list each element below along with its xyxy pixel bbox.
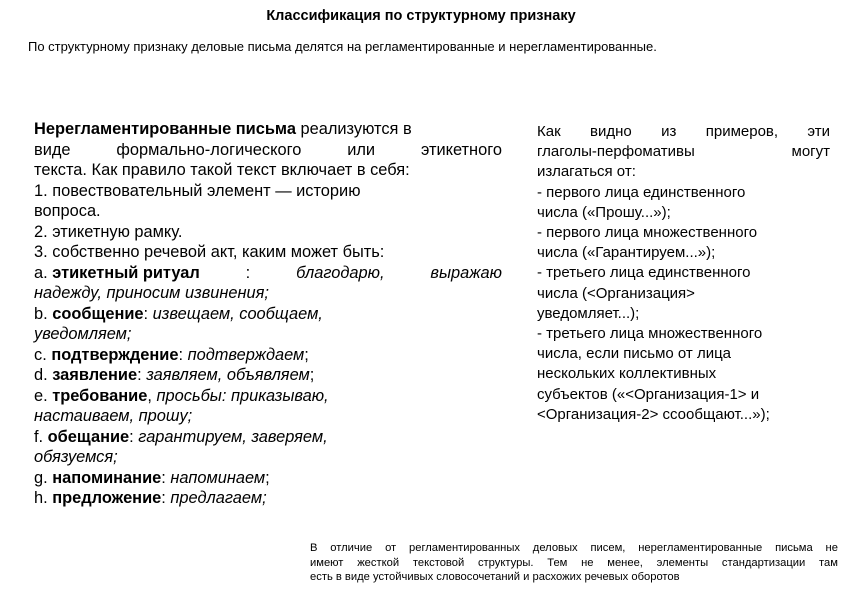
item-term: этикетный ритуал <box>52 263 200 282</box>
item-term: требование <box>52 386 148 405</box>
item-prefix: b. <box>34 304 48 323</box>
right-line-14: субъектов («<Организация-1> и <box>537 385 760 403</box>
word: Тем <box>547 556 568 569</box>
footnote-line-3: есть в виде устойчивых словосочетаний и расхожих речевых оборотов <box>310 571 680 583</box>
item-f <box>34 427 502 448</box>
item-h <box>34 488 502 509</box>
right-line-4: - первого лица единственного <box>537 183 746 201</box>
right-line-9: числа (<Организация> <box>537 284 695 302</box>
word: структуры. <box>477 556 534 569</box>
word: В <box>310 542 318 554</box>
left-line-4: 1. повествовательный элемент — историю <box>34 181 361 200</box>
item-example: благодарю, <box>296 263 385 282</box>
right-line-5: числа («Прошу...»); <box>537 203 671 221</box>
item-example: извещаем, сообщаем, <box>152 304 323 323</box>
item-b <box>34 304 502 325</box>
word: виде <box>34 140 71 159</box>
word: от <box>385 542 397 554</box>
word: нерегламентированные <box>638 542 763 554</box>
item-a <box>34 263 502 284</box>
item-end: ; <box>304 345 309 364</box>
item-d <box>34 365 502 386</box>
left-line-3: текста. Как правило такой текст включает в себя: <box>34 161 410 179</box>
page-title: Классификация по структурному признаку <box>266 8 576 24</box>
item-e-cont <box>34 406 502 427</box>
lead-rest: реализуются в <box>295 120 412 138</box>
item-prefix: c. <box>34 345 47 364</box>
right-line-10: уведомляет...); <box>537 304 640 322</box>
item-term: сообщение <box>52 304 144 323</box>
item-colon: , <box>147 386 152 405</box>
left-line-7: 3. собственно речевой акт, каким может быть: <box>34 243 385 261</box>
item-colon: : <box>129 427 134 446</box>
item-end: ; <box>309 366 315 384</box>
item-colon: : <box>137 366 142 384</box>
left-line-5: вопроса. <box>34 202 101 220</box>
item-colon: : <box>178 345 184 364</box>
word: могут <box>791 143 830 161</box>
left-line-6: 2. этикетную рамку. <box>34 222 183 241</box>
item-colon: : <box>161 489 166 507</box>
item-prefix: h. <box>34 489 48 507</box>
footnote <box>310 541 838 585</box>
lead-bold: Нерегламентированные письма <box>34 120 296 138</box>
item-example: просьбы: приказываю, <box>156 386 329 405</box>
right-line-2 <box>537 142 830 162</box>
word: элементы <box>656 556 709 569</box>
item-term: подтверждение <box>51 345 179 364</box>
word: текстовой <box>412 556 465 569</box>
item-example: подтверждаем <box>187 345 305 364</box>
word: из <box>661 123 677 140</box>
word: этикетного <box>420 140 502 159</box>
left-line-2 <box>34 140 502 161</box>
item-f-cont <box>34 447 502 468</box>
item-example: напоминаем <box>170 468 266 487</box>
word: имеют <box>310 556 344 569</box>
word: эти <box>807 123 830 140</box>
left-line-1 <box>34 119 502 140</box>
word: регламентированных <box>409 542 520 554</box>
word: формально-логического <box>116 140 302 159</box>
item-b-cont <box>34 324 502 345</box>
word: или <box>347 140 376 159</box>
word: жесткой <box>357 556 400 569</box>
item-prefix: d. <box>34 366 48 384</box>
item-prefix: e. <box>34 386 48 405</box>
word: деловых <box>532 542 578 554</box>
word: видно <box>590 123 632 140</box>
word: письма <box>775 542 813 554</box>
item-example: обязуемся; <box>34 448 118 466</box>
item-prefix: a. <box>34 263 48 282</box>
item-g <box>34 468 502 489</box>
word: отличие <box>330 542 373 554</box>
footnote-line-1 <box>310 541 838 556</box>
right-line-8: - третьего лица единственного <box>537 264 751 282</box>
right-line-3: излагаться от: <box>537 163 636 181</box>
word: Как <box>537 123 561 140</box>
right-line-7: числа («Гарантируем...»); <box>537 244 716 262</box>
item-end: ; <box>265 468 270 487</box>
right-line-12: числа, если письмо от лица <box>537 345 732 363</box>
word: там <box>819 556 838 569</box>
item-example: настаиваем, прошу; <box>34 407 193 425</box>
word: не <box>581 556 594 569</box>
item-example: уведомляем; <box>34 325 132 343</box>
item-example: предлагаем; <box>170 489 267 507</box>
item-term: обещание <box>47 427 130 446</box>
right-line-15: <Организация-2> ссообщают...»); <box>537 405 770 423</box>
item-example: выражаю <box>430 263 502 282</box>
right-line-13: нескольких коллективных <box>537 365 717 383</box>
footnote-line-2 <box>310 556 838 571</box>
word: не <box>825 542 838 554</box>
word: менее, <box>607 556 643 569</box>
item-a-cont <box>34 283 502 304</box>
item-colon: : <box>143 304 149 323</box>
item-colon: : <box>245 263 251 282</box>
right-line-6: - первого лица множественного <box>537 224 758 242</box>
item-prefix: g. <box>34 468 48 487</box>
left-column <box>34 119 502 509</box>
word: примеров, <box>705 123 779 140</box>
right-line-11: - третьего лица множественного <box>537 325 763 343</box>
item-c <box>34 345 502 366</box>
item-example: гарантируем, заверяем, <box>138 427 328 446</box>
word: глаголы-перфомативы <box>537 143 695 161</box>
word: стандартизации <box>721 556 806 569</box>
item-prefix: f. <box>34 427 44 446</box>
item-a-head <box>34 263 200 284</box>
item-example: надежду, приносим извинения; <box>34 284 269 302</box>
item-term: напоминание <box>52 468 162 487</box>
item-term: заявление <box>52 366 138 384</box>
right-line-1 <box>537 122 830 142</box>
right-column <box>537 122 830 425</box>
intro-text: По структурному признаку деловые письма делятся на регламентированные и нерегламентированные. <box>28 39 657 54</box>
item-e <box>34 386 502 407</box>
item-term: предложение <box>52 489 162 507</box>
item-example: заявляем, объявляем <box>146 366 310 384</box>
word: писем, <box>590 542 626 554</box>
item-colon: : <box>161 468 166 487</box>
